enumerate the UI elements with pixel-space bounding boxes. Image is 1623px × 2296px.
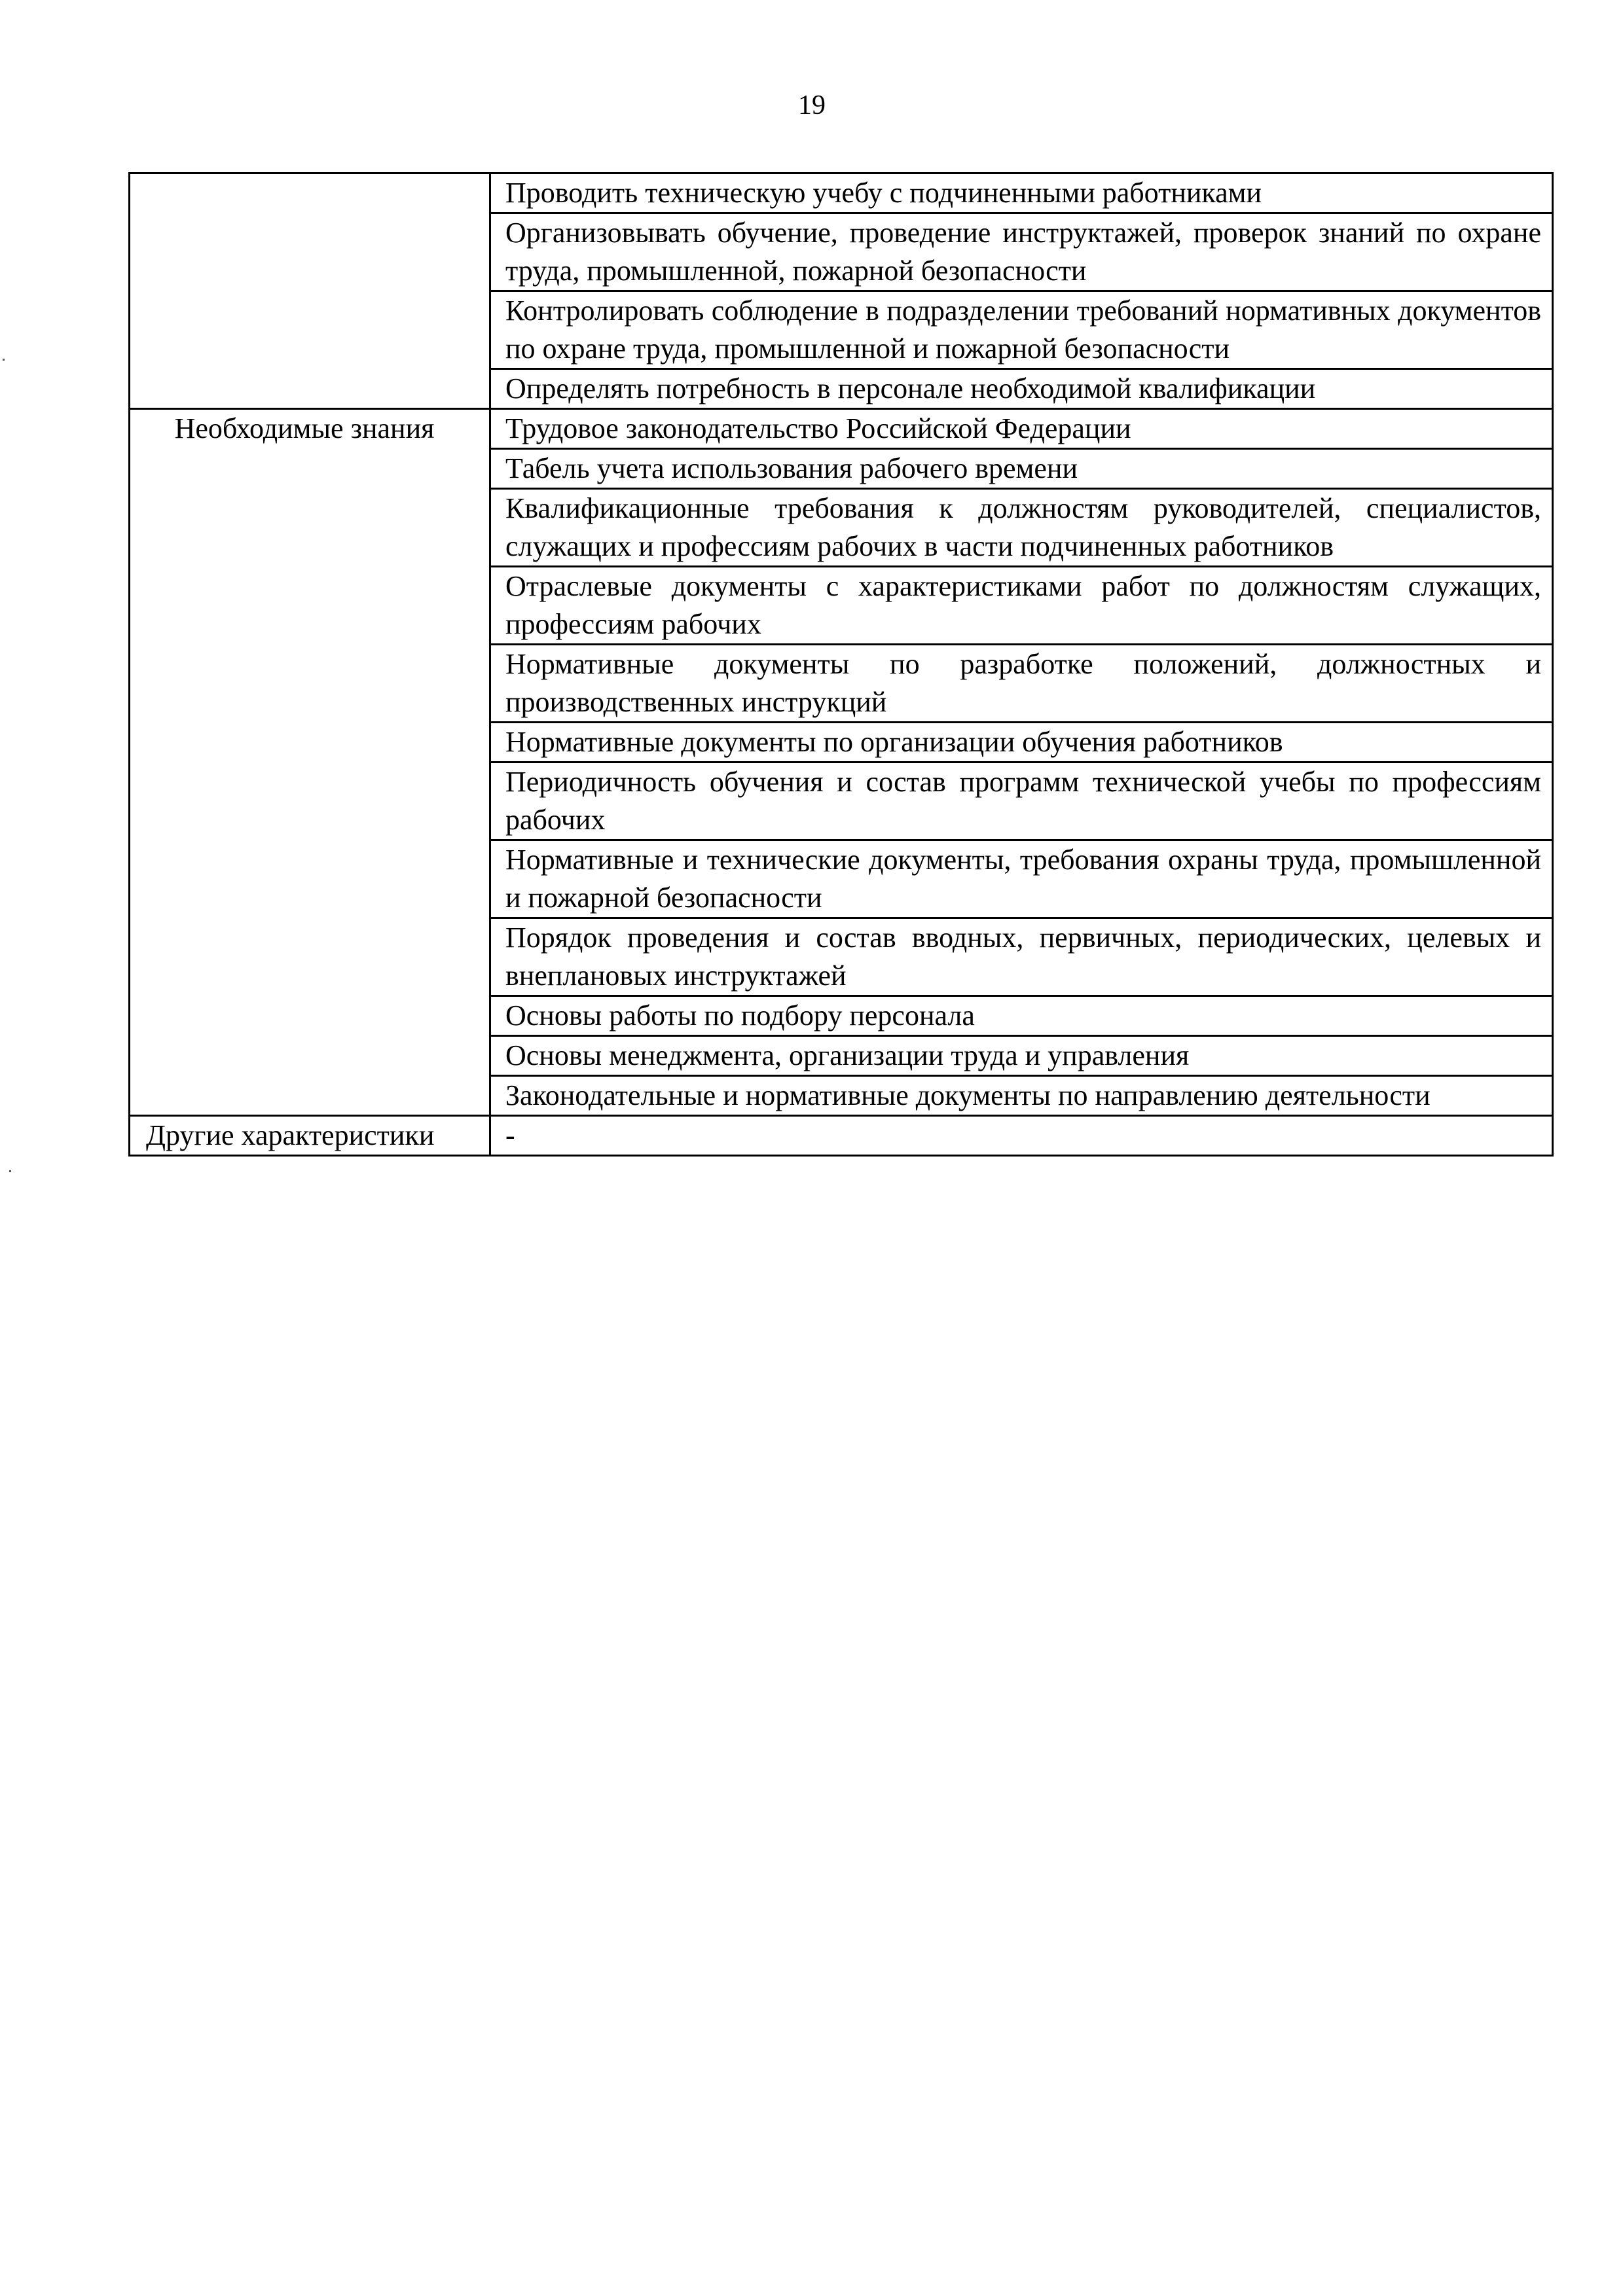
table-row <box>130 1116 1553 1156</box>
knowledge-item: Трудовое законодательство Российской Федерации <box>490 409 1553 449</box>
knowledge-item: Порядок проведения и состав вводных, первичных, периодических, целевых и внеплановых инструктажей <box>490 918 1553 996</box>
skill-item: Проводить техническую учебу с подчиненными работниками <box>490 173 1553 213</box>
table-row <box>130 173 1553 213</box>
knowledge-item: Нормативные документы по разработке положений, должностных и производственных инструкций <box>490 645 1553 723</box>
knowledge-item: Нормативные и технические документы, требования охраны труда, промышленной и пожарной безопасности <box>490 840 1553 918</box>
scan-speck <box>3 359 5 361</box>
knowledge-item: Основы менеджмента, организации труда и управления <box>490 1036 1553 1076</box>
other-characteristics-value: - <box>490 1116 1553 1156</box>
characteristics-table <box>128 172 1554 1157</box>
skill-item: Определять потребность в персонале необходимой квалификации <box>490 369 1553 409</box>
page-number: 19 <box>798 90 826 120</box>
table-row <box>130 409 1553 449</box>
knowledge-label: Необходимые знания <box>130 409 490 1116</box>
knowledge-item: Квалификационные требования к должностям руководителей, специалистов, служащих и профессиям рабочих в части подчиненных работников <box>490 489 1553 567</box>
other-characteristics-label: Другие характеристики <box>130 1116 490 1156</box>
skills-label-cell-continued <box>130 173 490 409</box>
skill-item: Организовывать обучение, проведение инструктажей, проверок знаний по охране труда, промышленной, пожарной безопасности <box>490 213 1553 291</box>
knowledge-item: Нормативные документы по организации обучения работников <box>490 723 1553 762</box>
knowledge-item: Основы работы по подбору персонала <box>490 996 1553 1036</box>
skill-item: Контролировать соблюдение в подразделении требований нормативных документов по охране труда, промышленной и пожарной безопасности <box>490 291 1553 369</box>
knowledge-item: Периодичность обучения и состав программ технической учебы по профессиям рабочих <box>490 762 1553 840</box>
scan-speck <box>9 1170 11 1172</box>
knowledge-item: Законодательные и нормативные документы по направлению деятельности <box>490 1076 1553 1116</box>
knowledge-item: Табель учета использования рабочего времени <box>490 449 1553 489</box>
knowledge-item: Отраслевые документы с характеристиками работ по должностям служащих, профессиям рабочих <box>490 567 1553 645</box>
